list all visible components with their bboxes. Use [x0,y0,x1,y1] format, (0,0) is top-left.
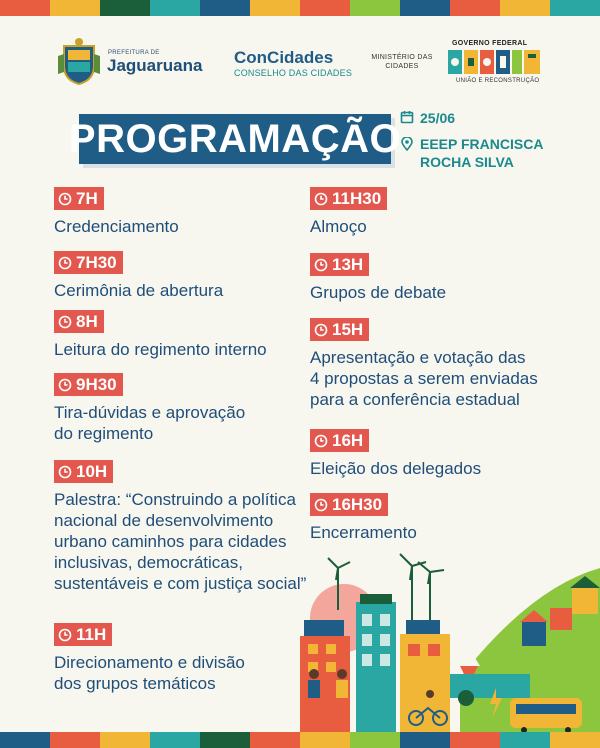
activity-line: Cerimônia de abertura [54,280,224,300]
activity-line: Grupos de debate [310,282,447,302]
clock-icon [314,323,328,337]
activity-line: Almoço [310,216,367,236]
ministerio-line1: MINISTÉRIO DAS [371,54,433,61]
tree-icon [458,690,474,706]
time-text: 15H [332,319,364,339]
ministerio-line2: CIDADES [385,63,419,70]
activity-description [54,489,306,594]
activity-line: Credenciamento [54,216,179,236]
top-color-stripe [0,0,600,16]
time-text: 13H [332,254,364,274]
activity-description [310,347,538,410]
time-badge [54,373,123,396]
activity-line: Palestra: “Construindo a política [54,489,296,509]
clock-icon [58,628,72,642]
event-date-text: 25/06 [420,110,456,126]
prefeitura-label: PREFEITURA DE [108,50,160,56]
schedule-item [54,623,245,694]
prefeitura-name: Jaguaruana [107,56,203,75]
event-place [400,135,544,171]
concidades-logo-title: ConCidades [234,48,334,67]
ministerio-logo [368,53,436,71]
clock-icon [314,498,328,512]
clock-icon [58,192,72,206]
time-badge [310,318,369,341]
activity-description [310,282,446,303]
logos-row [58,36,548,92]
activity-line: inclusivas, democráticas, [54,552,243,572]
clock-icon [314,434,328,448]
concidades-logo-subtitle: CONSELHO DAS CIDADES [234,68,353,78]
brasil-logo-icon [448,48,542,76]
clock-icon [314,192,328,206]
activity-description [54,216,179,237]
activity-description [54,280,223,301]
time-badge [310,493,388,516]
bus-icon [510,698,582,732]
schedule-item [54,373,245,444]
uniao-reconstrucao-label: UNIÃO E RECONSTRUÇÃO [456,78,540,84]
activity-line: Eleição dos delegados [310,458,482,478]
event-place-line2: ROCHA SILVA [420,154,514,170]
solar-panel-icon [406,620,440,634]
activity-line: Apresentação e votação das [310,347,526,367]
activity-line: nacional de desenvolvimento [54,510,274,530]
time-text: 16H [332,430,364,450]
time-text: 7H30 [76,252,117,272]
time-badge [54,623,112,646]
activity-line: do regimento [54,423,154,443]
activity-line: para a conferência estadual [310,389,520,409]
time-badge [310,187,387,210]
time-badge [54,251,123,274]
time-badge [310,253,369,276]
activity-line: dos grupos temáticos [54,673,216,693]
event-date [400,110,456,126]
jaguaruana-crest-icon [58,36,100,86]
time-text: 7H [76,188,98,208]
activity-description [54,402,245,444]
bottom-color-stripe [0,732,600,748]
calendar-icon [400,110,414,124]
activity-line: Encerramento [310,522,417,542]
schedule-item [310,429,481,479]
time-text: 10H [76,461,108,481]
time-badge [54,187,104,210]
activity-line: 4 propostas a serem enviadas [310,368,538,388]
time-text: 11H [76,624,107,644]
clock-icon [58,315,72,329]
event-place-line1: EEEP FRANCISCA [420,136,544,152]
time-text: 8H [76,311,98,331]
activity-description [54,652,245,694]
time-text: 16H30 [332,494,383,514]
time-badge [310,429,369,452]
schedule-item [310,493,417,543]
activity-description [310,522,417,543]
schedule-item [54,251,223,301]
activity-description [310,458,481,479]
schedule-item [310,187,387,237]
governo-federal-label: GOVERNO FEDERAL [452,40,528,47]
solar-panel-icon [304,620,344,636]
time-text: 11H30 [332,188,382,208]
clock-icon [58,465,72,479]
clock-icon [58,378,72,392]
activity-description [310,216,387,237]
city-illustration [300,548,600,732]
location-pin-icon [400,137,414,151]
time-text: 9H30 [76,374,117,394]
time-badge [54,310,104,333]
wind-turbine-icon [418,562,444,628]
schedule-item [310,318,538,410]
schedule-item [310,253,446,303]
activity-description [54,339,267,360]
programacao-title-box [68,114,402,164]
schedule-item [54,460,306,594]
clock-icon [314,258,328,272]
clock-icon [58,256,72,270]
activity-line: Tira-dúvidas e aprovação [54,402,246,422]
time-badge [54,460,113,483]
schedule-item [54,187,179,237]
activity-line: Leitura do regimento interno [54,339,267,359]
activity-line: Direcionamento e divisão [54,652,245,672]
activity-line: sustentáveis e com justiça social” [54,573,307,593]
activity-line: urbano caminhos para cidades [54,531,287,551]
page-title: PROGRAMAÇÃO [68,116,402,161]
schedule-item [54,310,267,360]
